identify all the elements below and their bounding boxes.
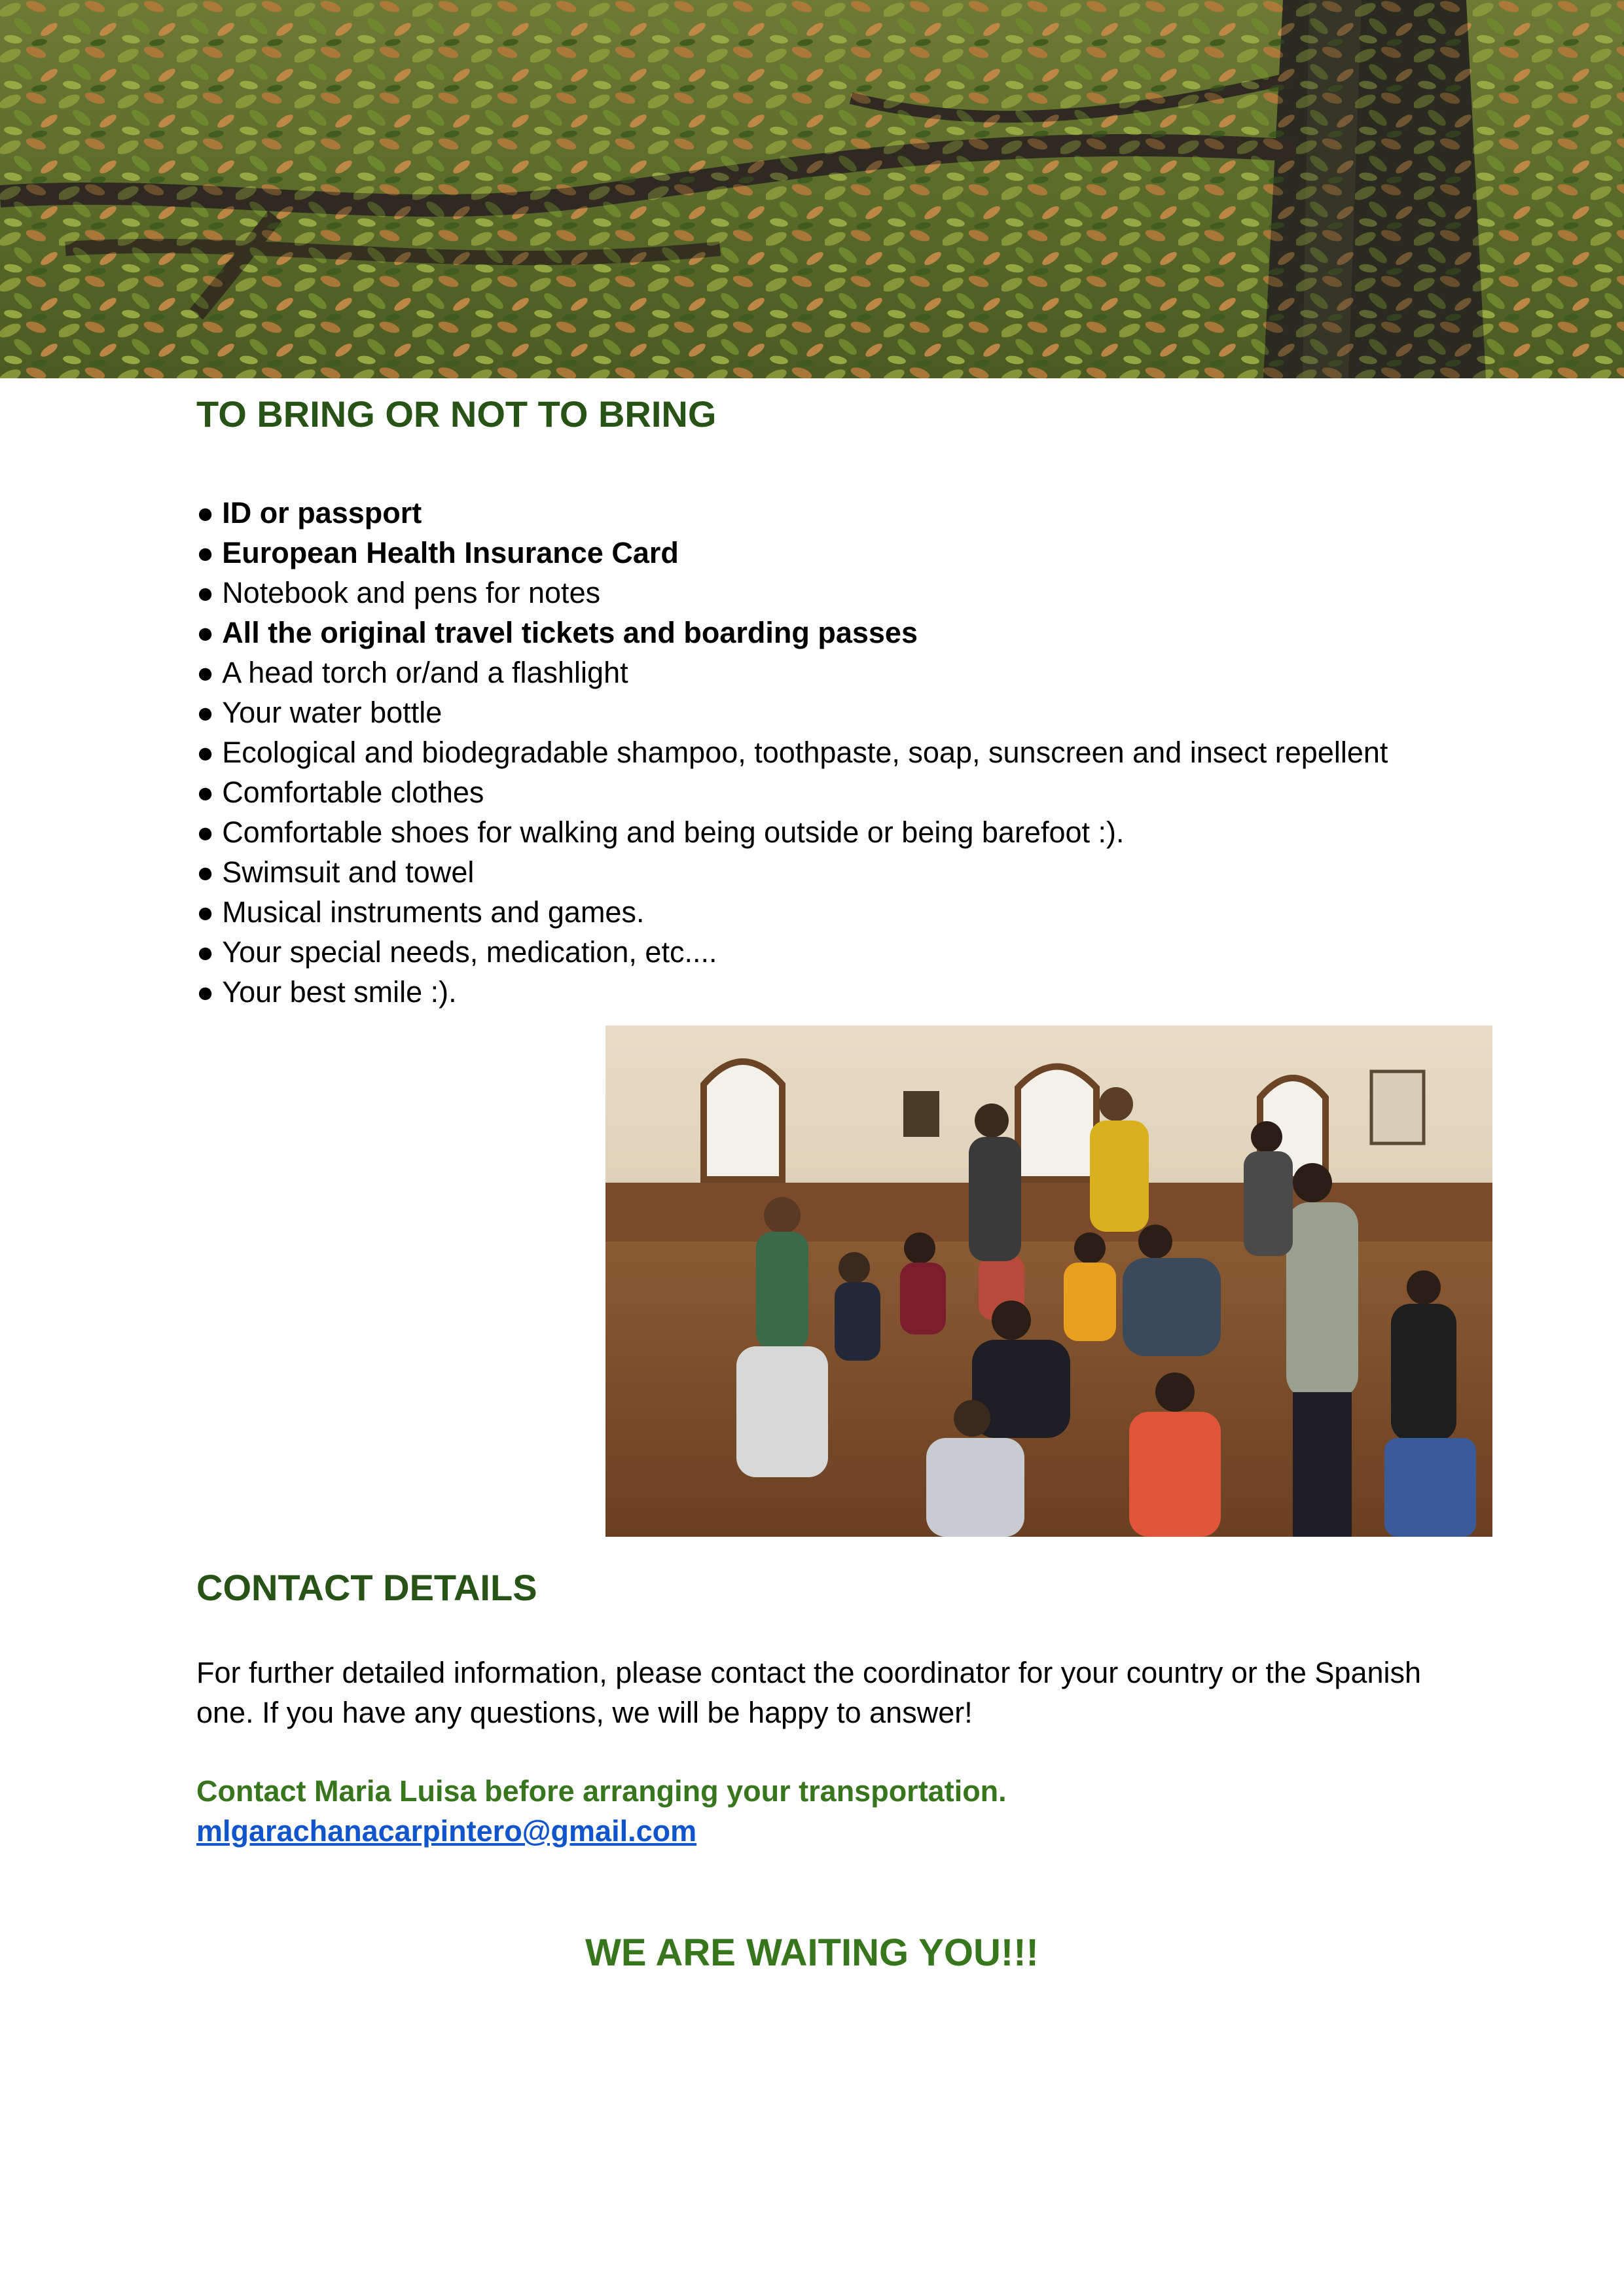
bring-list-item <box>196 932 1388 972</box>
bring-list-item <box>196 493 1388 533</box>
bring-list-item <box>196 812 1388 852</box>
bullet-icon: ● <box>196 816 215 849</box>
contact-email-link[interactable]: mlgarachanacarpintero@gmail.com <box>196 1814 697 1848</box>
bring-list-item <box>196 852 1388 892</box>
bring-list-item <box>196 772 1388 812</box>
bring-list-item <box>196 613 1388 653</box>
bullet-icon: ● <box>196 736 215 769</box>
bring-list-item <box>196 972 1388 1012</box>
bring-section-heading: TO BRING OR NOT TO BRING <box>196 393 717 435</box>
bring-list-item-text: Your special needs, medication, etc.... <box>222 935 717 969</box>
bullet-icon: ● <box>196 496 215 529</box>
bullet-icon: ● <box>196 776 215 809</box>
bring-list-item-text: ID or passport <box>222 496 422 529</box>
bullet-icon: ● <box>196 576 215 609</box>
bullet-icon: ● <box>196 696 215 729</box>
bring-list-item-text: European Health Insurance Card <box>222 536 679 569</box>
bring-list-item <box>196 892 1388 932</box>
bring-list-item <box>196 573 1388 613</box>
bring-list-item-text: Comfortable shoes for walking and being outside or being barefoot :). <box>222 816 1125 849</box>
bring-list-item <box>196 732 1388 772</box>
closing-message: WE ARE WAITING YOU!!! <box>585 1931 1039 1974</box>
bring-list-item-text: Ecological and biodegradable shampoo, toothpaste, soap, sunscreen and insect repellent <box>222 736 1388 769</box>
bring-list-item-text: Your best smile :). <box>222 975 457 1009</box>
bring-list-item-text: Swimsuit and towel <box>222 855 475 889</box>
bullet-icon: ● <box>196 855 215 889</box>
bullet-icon: ● <box>196 895 215 929</box>
bring-list-item-text: Comfortable clothes <box>222 776 484 809</box>
contact-body-text: For further detailed information, please contact the coordinator for your country or the Spanish one. If you have any questions, we will be happy to answer! <box>196 1656 1422 1729</box>
bring-list-item <box>196 653 1388 692</box>
group-workshop-photo <box>605 1026 1492 1537</box>
bullet-icon: ● <box>196 536 215 569</box>
bring-list-item-text: Your water bottle <box>222 696 442 729</box>
bring-list-item <box>196 692 1388 732</box>
contact-highlight-text: Contact Maria Luisa before arranging your transportation. <box>196 1774 1007 1808</box>
bring-list-item <box>196 533 1388 573</box>
bring-list-item-text: Musical instruments and games. <box>222 895 645 929</box>
bullet-icon: ● <box>196 656 215 689</box>
banner-image-foliage <box>0 0 1624 378</box>
bring-list-item-text: A head torch or/and a flashlight <box>222 656 628 689</box>
contact-section-heading: CONTACT DETAILS <box>196 1567 537 1608</box>
bullet-icon: ● <box>196 975 215 1009</box>
bring-list-item-text: All the original travel tickets and boarding passes <box>222 616 918 649</box>
bring-list <box>196 493 1388 1012</box>
bullet-icon: ● <box>196 935 215 969</box>
bullet-icon: ● <box>196 616 215 649</box>
bring-list-item-text: Notebook and pens for notes <box>222 576 601 609</box>
